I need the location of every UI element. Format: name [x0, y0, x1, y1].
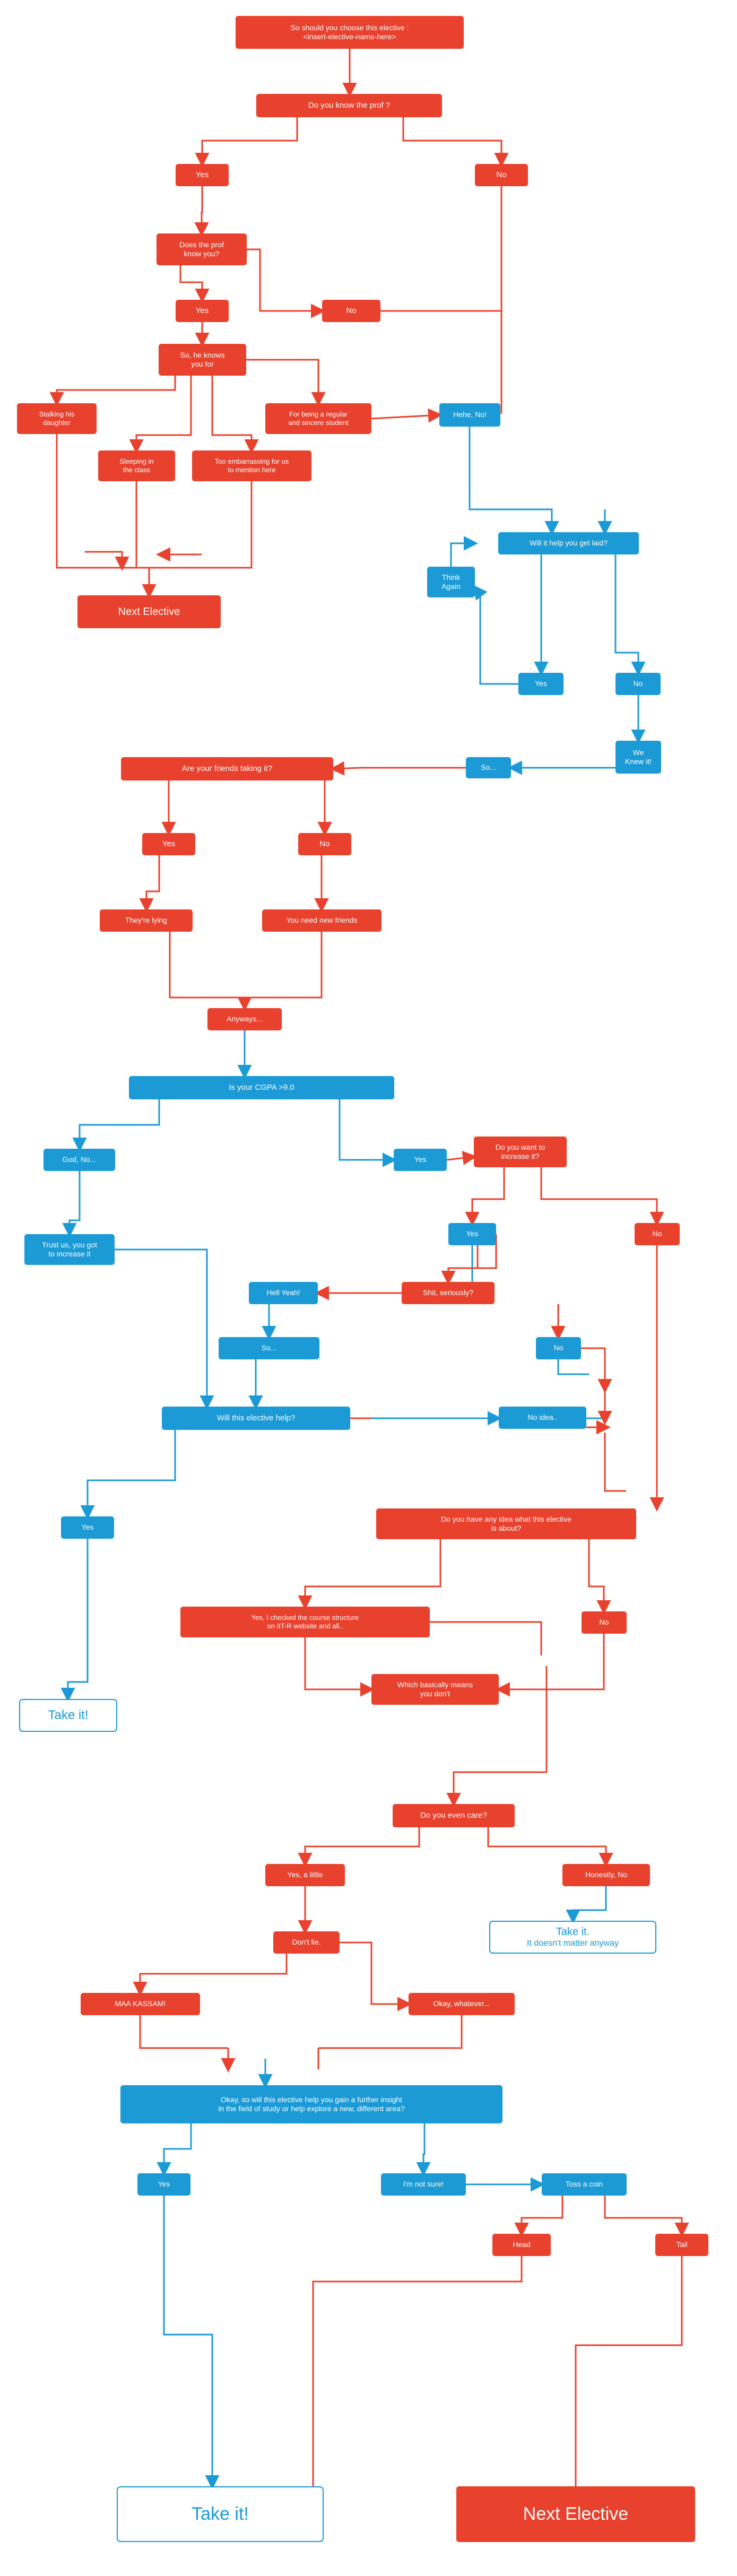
node-tail: Tail [655, 2234, 708, 2256]
node-any-idea-line2: is about? [491, 1524, 522, 1532]
node-hell-yeah: Hell Yeah! [249, 1282, 318, 1304]
node-knows-you-for-line1: So, he knows [180, 350, 225, 359]
node-any-idea-line1: Do you have any idea what this elective [441, 1514, 571, 1523]
node-think-again [427, 567, 475, 597]
node-any-idea-what-elective-is-about [376, 1508, 636, 1539]
node-does-prof-know-you-line1: Does the prof [179, 240, 224, 249]
node-stalking-line2: daughter [43, 419, 71, 427]
node-so-1: So... [466, 757, 511, 778]
node-final-question [120, 2085, 502, 2123]
node-prof-knows-you-yes: Yes [176, 300, 229, 322]
node-shit-seriously-no: No [536, 1337, 581, 1359]
node-final-question-line1: Okay, so will this elective help you gain a further insight [220, 2095, 403, 2104]
node-trust-us-you-got-to-increase-it [24, 1234, 115, 1265]
node-take-it-anyway-line2: It doesn't matter anyway [527, 1939, 619, 1948]
node-start-line2: <insert-elective-name-here> [303, 32, 396, 41]
node-no-idea: No idea.. [499, 1407, 586, 1429]
node-is-your-cgpa: Is your CGPA >9.0 [129, 1076, 394, 1099]
node-next-elective-1: Next Elective [77, 595, 221, 628]
node-friends-yes: Yes [142, 833, 195, 855]
node-will-it-help-you-get-laid: Will it help you get laid? [498, 532, 639, 554]
node-so-he-knows-you-for [159, 344, 246, 376]
node-next-elective-final: Next Elective [456, 2486, 695, 2542]
node-do-you-want-to-increase-it [474, 1137, 567, 1167]
node-we-knew-it-line2: Knew it! [625, 757, 652, 766]
node-trust-us-line1: Trust us, you got [42, 1240, 97, 1249]
node-final-yes: Yes [137, 2173, 190, 2196]
node-regular-line1: For being a regular [289, 410, 348, 419]
node-think-again-line2: Again [441, 582, 461, 591]
node-take-it-final: Take it! [117, 2486, 324, 2542]
node-laid-yes: Yes [518, 673, 563, 695]
node-take-it-anyway-line1: Take it. [556, 1926, 590, 1938]
node-im-not-sure: I'm not sure! [381, 2173, 466, 2196]
node-which-basically-means-you-dont [371, 1674, 499, 1705]
node-want-increase-line2: increase it? [501, 1152, 540, 1160]
node-checked-course-line2: on IIT-R website and all.. [267, 1622, 343, 1630]
node-are-your-friends-taking-it: Are your friends taking it? [121, 757, 333, 780]
node-honestly-no: Honestly, No [562, 1864, 650, 1886]
node-want-increase-yes: Yes [448, 1223, 496, 1245]
node-too-embarrassing [192, 450, 311, 481]
node-basically-means-line1: Which basically means [397, 1680, 473, 1689]
node-start [236, 16, 464, 49]
node-want-increase-no: No [635, 1223, 680, 1245]
node-do-you-know-the-prof: Do you know the prof ? [256, 94, 442, 117]
node-prof-knows-you-no: No [322, 300, 380, 322]
node-hehe-no: Hehe, No! [439, 403, 500, 427]
node-okay-whatever: Okay, whatever... [409, 1993, 515, 2015]
node-do-you-even-care: Do you even care? [393, 1804, 515, 1827]
node-will-this-elective-help: Will this elective help? [162, 1407, 350, 1430]
node-maa-kassam: MAA KASSAM! [81, 1993, 200, 2015]
node-regular-sincere-student [265, 403, 371, 434]
node-sleeping-in-the-class [98, 450, 175, 481]
node-start-line1: So should you choose this elective : [290, 23, 409, 32]
node-checked-course-structure [180, 1607, 430, 1637]
node-dont-lie: Don't lie. [273, 1931, 340, 1954]
node-know-prof-no: No [475, 164, 528, 186]
node-god-no: God, No... [44, 1149, 115, 1171]
node-so-2: So... [219, 1337, 319, 1359]
node-final-question-line2: in the field of study or help explore a new, different area? [218, 2104, 405, 2113]
node-embarrassing-line2: to mention here [228, 466, 276, 474]
node-head: Head [492, 2234, 551, 2256]
node-checked-course-line1: Yes, I checked the course structure [251, 1614, 359, 1622]
node-any-idea-no: No [582, 1611, 627, 1634]
node-sleeping-line1: Sleeping in [119, 457, 154, 466]
node-embarrassing-line1: Too embarrassing for us [214, 457, 289, 466]
node-toss-a-coin: Toss a coin [542, 2173, 627, 2196]
node-take-it-doesnt-matter-anyway [489, 1921, 656, 1954]
node-you-need-new-friends: You need new friends [262, 909, 381, 932]
node-stalking-line1: Stalking his [39, 410, 75, 419]
node-regular-line2: and sincere student [288, 419, 349, 427]
node-elective-help-yes: Yes [61, 1516, 114, 1539]
node-basically-means-line2: you don't [420, 1689, 450, 1698]
node-think-again-line1: Think [441, 573, 461, 582]
node-does-prof-know-you-line2: know you? [184, 249, 220, 258]
node-laid-no: No [615, 673, 661, 695]
node-shit-seriously: Shit, seriously? [402, 1282, 495, 1304]
node-take-it-1: Take it! [19, 1699, 117, 1732]
node-we-knew-it-line1: We [632, 748, 644, 757]
node-stalking-his-daughter [17, 403, 97, 434]
node-trust-us-line2: to increase it [48, 1250, 91, 1258]
node-we-knew-it [615, 741, 661, 774]
node-knows-you-for-line2: you for [191, 360, 214, 368]
node-theyre-lying: They're lying [100, 909, 193, 932]
node-sleeping-line2: the class [123, 466, 151, 474]
node-does-prof-know-you [157, 233, 247, 265]
node-want-increase-line1: Do you want to [495, 1142, 545, 1151]
node-cgpa-yes: Yes [394, 1149, 447, 1171]
node-know-prof-yes: Yes [176, 164, 229, 186]
node-friends-no: No [298, 833, 351, 855]
node-yes-a-little: Yes, a little [265, 1864, 345, 1886]
node-anyways: Anyways... [207, 1008, 282, 1030]
